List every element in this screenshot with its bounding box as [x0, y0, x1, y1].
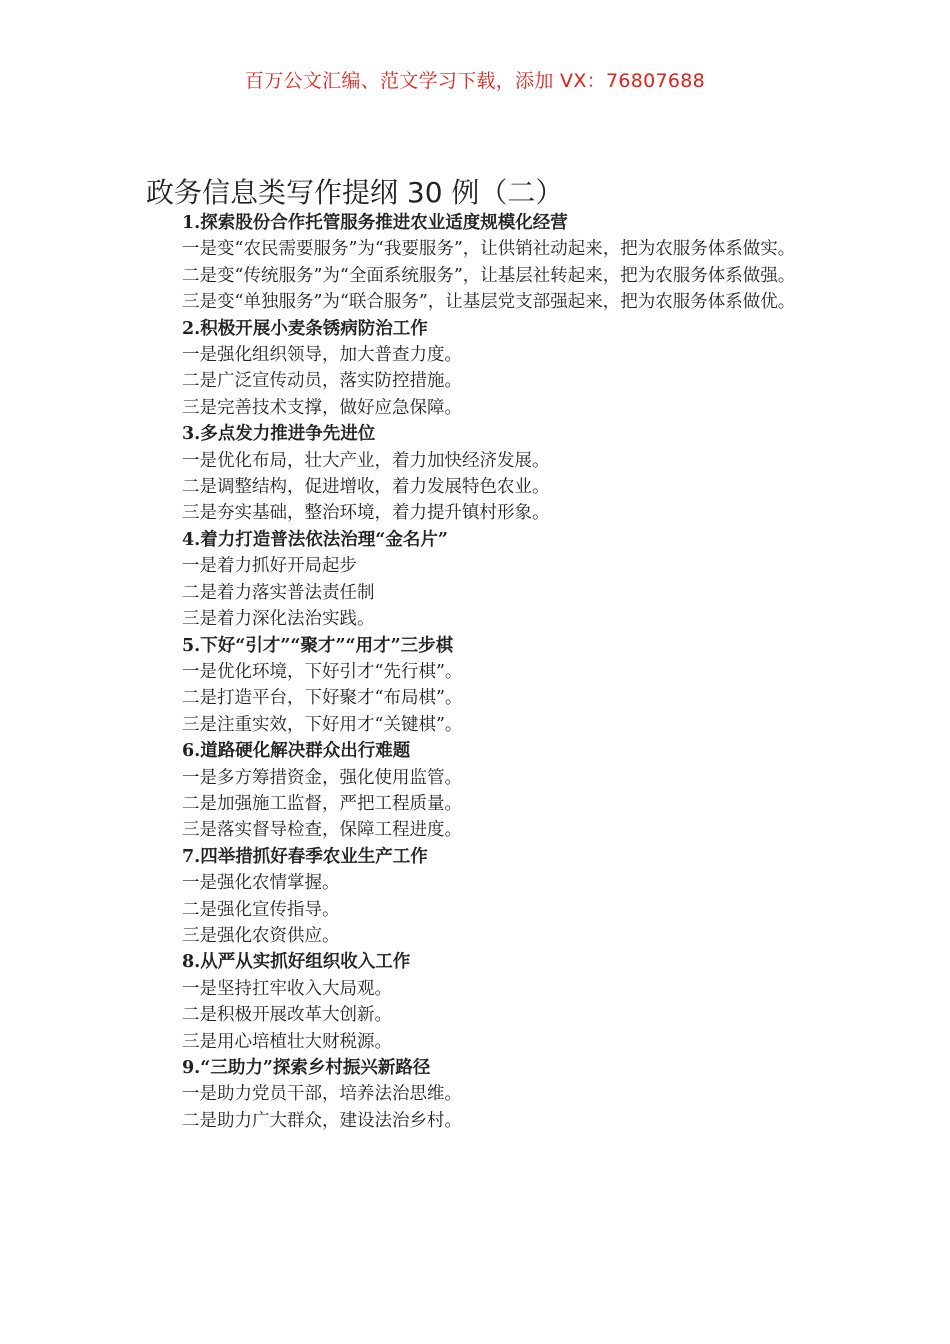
section-6: [146, 738, 808, 844]
section-7: [146, 844, 808, 950]
section-1: [146, 210, 808, 316]
section-8: [146, 949, 808, 1055]
list-item: 三是夯实基础，整治环境，着力提升镇村形象。: [182, 503, 550, 524]
section-heading: 3.多点发力推进争先进位: [182, 424, 376, 445]
list-item: 二是打造平台，下好聚才“布局棋”。: [182, 688, 463, 709]
list-item: 一是着力抓好开局起步: [182, 556, 357, 577]
list-item: 二是调整结构，促进增收，着力发展特色农业。: [182, 477, 550, 498]
list-item: 一是变“农民需要服务”为“我要服务”，让供销社动起来，把为农服务体系做实。: [182, 239, 796, 260]
page-title: 政务信息类写作提纲 30 例（二）: [146, 175, 564, 209]
section-heading: 2.积极开展小麦条锈病防治工作: [182, 318, 428, 339]
list-item: 一是强化农情掌握。: [182, 873, 340, 894]
list-item: 二是加强施工监督，严把工程质量。: [182, 793, 462, 814]
list-item: 三是落实督导检查，保障工程进度。: [182, 820, 462, 841]
list-item: 二是广泛宣传动员，落实防控措施。: [182, 371, 462, 392]
section-heading: 5.下好“引才”“聚才”“用才”三步棋: [182, 635, 454, 656]
list-item: 一是强化组织领导，加大普查力度。: [182, 345, 462, 366]
section-heading: 7.四举措抓好春季农业生产工作: [182, 846, 428, 867]
list-item: 二是强化宣传指导。: [182, 899, 340, 920]
list-item: 三是变“单独服务”为“联合服务”，让基层党支部强起来，把为农服务体系做优。: [182, 292, 796, 313]
list-item: 三是着力深化法治实践。: [182, 609, 375, 630]
document-body: [146, 210, 808, 1134]
section-3: [146, 421, 808, 527]
section-4: [146, 527, 808, 633]
section-heading: 1.探索股份合作托管服务推进农业适度规模化经营: [182, 213, 568, 233]
list-item: 一是坚持扛牢收入大局观。: [182, 978, 392, 999]
list-item: 二是积极开展改革大创新。: [182, 1005, 392, 1026]
list-item: 二是助力广大群众，建设法治乡村。: [182, 1110, 462, 1131]
section-9: [146, 1055, 808, 1134]
list-item: 一是助力党员干部，培养法治思维。: [182, 1084, 462, 1105]
list-item: 一是优化布局，壮大产业，着力加快经济发展。: [182, 450, 550, 471]
header-note: 百万公文汇编、范文学习下载，添加 VX：76807688: [244, 70, 706, 92]
list-item: 二是着力落实普法责任制: [182, 582, 375, 603]
list-item: 三是完善技术支撑，做好应急保障。: [182, 397, 462, 418]
section-heading: 9.“三助力”探索乡村振兴新路径: [182, 1058, 431, 1078]
section-heading: 4.着力打造普法依法治理“金名片”: [182, 529, 448, 550]
list-item: 一是优化环境，下好引才“先行棋”。: [182, 661, 463, 682]
list-item: 三是用心培植壮大财税源。: [182, 1031, 392, 1052]
list-item: 三是注重实效，下好用才“关键棋”。: [182, 714, 463, 735]
section-heading: 6.道路硬化解决群众出行难题: [182, 741, 411, 762]
list-item: 一是多方筹措资金，强化使用监管。: [182, 767, 462, 788]
list-item: 二是变“传统服务”为“全面系统服务”，让基层社转起来，把为农服务体系做强。: [182, 265, 796, 286]
section-5: [146, 633, 808, 739]
list-item: 三是强化农资供应。: [182, 925, 340, 946]
section-heading: 8.从严从实抓好组织收入工作: [182, 952, 411, 973]
section-2: [146, 316, 808, 422]
